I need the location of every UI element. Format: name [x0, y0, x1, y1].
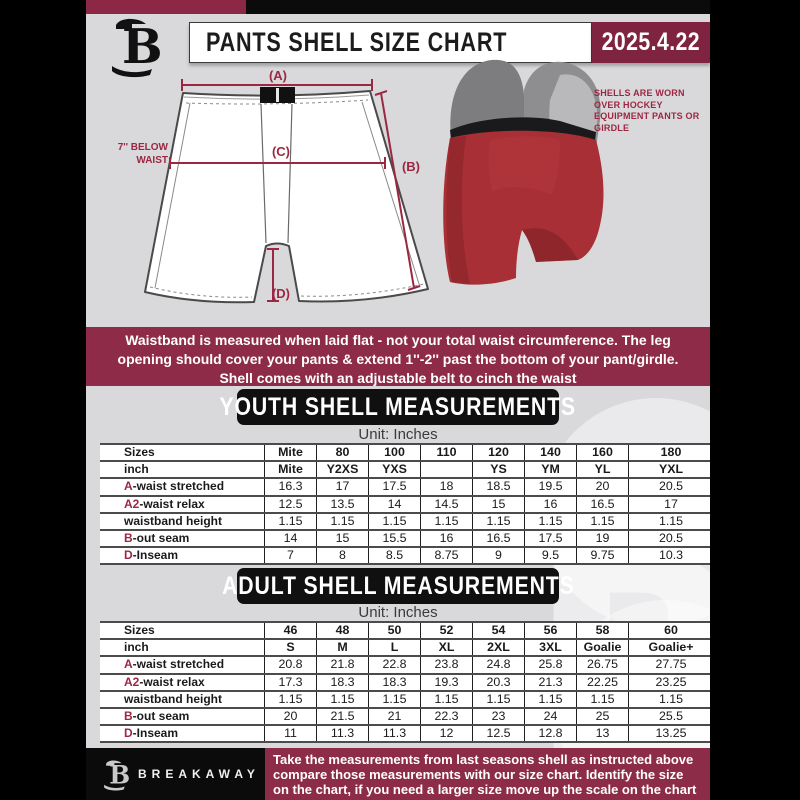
size-cell: 1.15 [473, 691, 525, 708]
size-cell: 1.15 [369, 513, 421, 530]
size-cell: 17 [629, 496, 711, 513]
size-cell: 16.5 [473, 530, 525, 547]
size-cell: 3XL [525, 639, 577, 656]
size-cell: 11 [265, 725, 317, 742]
size-cell: M [317, 639, 369, 656]
size-cell: 16.3 [265, 478, 317, 495]
size-cell: 17.3 [265, 674, 317, 691]
size-cell: 9.5 [525, 547, 577, 564]
size-cell: L [369, 639, 421, 656]
size-cell: 56 [525, 622, 577, 639]
size-cell: 21.8 [317, 656, 369, 673]
notice-line: Shell comes with an adjustable belt to cinch the waist [219, 370, 577, 386]
diagram-label-d: (D) [271, 286, 291, 301]
size-cell: 1.15 [317, 691, 369, 708]
size-cell: YXL [629, 461, 711, 478]
size-cell: Goalie+ [629, 639, 711, 656]
size-cell: 1.15 [317, 513, 369, 530]
size-cell: 1.15 [265, 691, 317, 708]
size-cell: 14.5 [421, 496, 473, 513]
size-cell: 8.75 [421, 547, 473, 564]
size-cell: 17.5 [525, 530, 577, 547]
size-cell: 21.3 [525, 674, 577, 691]
top-strip-accent [86, 0, 246, 14]
size-cell: 120 [473, 444, 525, 461]
size-cell: 12.5 [473, 725, 525, 742]
size-cell: 2XL [473, 639, 525, 656]
size-cell: 16 [525, 496, 577, 513]
row-label: waistband height [100, 691, 265, 708]
size-cell: 46 [265, 622, 317, 639]
size-cell: 7 [265, 547, 317, 564]
size-cell: Mite [265, 444, 317, 461]
size-cell: 10.3 [629, 547, 711, 564]
size-cell: 1.15 [577, 513, 629, 530]
size-cell: Goalie [577, 639, 629, 656]
size-cell: 15 [317, 530, 369, 547]
size-cell: Mite [265, 461, 317, 478]
size-cell: 18.5 [473, 478, 525, 495]
row-label: waistband height [100, 513, 265, 530]
size-cell: 19.5 [525, 478, 577, 495]
diagram-label-a: (A) [268, 68, 288, 83]
size-cell: 60 [629, 622, 711, 639]
size-cell: 20 [577, 478, 629, 495]
size-cell: YM [525, 461, 577, 478]
size-cell: 25.8 [525, 656, 577, 673]
svg-text:B: B [122, 19, 163, 75]
size-cell: 18 [421, 478, 473, 495]
size-cell: 15.5 [369, 530, 421, 547]
size-cell: 1.15 [421, 691, 473, 708]
brand-name: BREAKAWAY [138, 767, 260, 781]
size-cell: 25.5 [629, 708, 711, 725]
size-cell: 160 [577, 444, 629, 461]
size-cell: 20.5 [629, 478, 711, 495]
size-cell: 21 [369, 708, 421, 725]
size-cell: 23.8 [421, 656, 473, 673]
size-cell: 52 [421, 622, 473, 639]
footer-note-panel [265, 748, 710, 800]
size-cell: 58 [577, 622, 629, 639]
row-label: A2-waist relax [100, 674, 265, 691]
size-cell: 16 [421, 530, 473, 547]
size-cell: 25 [577, 708, 629, 725]
adult-unit-label: Unit: Inches [358, 604, 438, 621]
row-label: inch [100, 461, 265, 478]
size-cell: 18.3 [369, 674, 421, 691]
footer-bar [86, 748, 710, 800]
size-cell: 1.15 [473, 513, 525, 530]
row-label: B-out seam [100, 530, 265, 547]
footer-note: Take the measurements from last seasons shell as instructed above compare those measurements with our size chart. Identify the size on the chart, if you need a larger size move up the scale on the chart [273, 752, 697, 797]
row-label: Sizes [100, 444, 265, 461]
diagram-label-b: (B) [401, 159, 421, 174]
size-cell: 24.8 [473, 656, 525, 673]
size-cell: 54 [473, 622, 525, 639]
size-cell: 1.15 [369, 691, 421, 708]
size-cell: 1.15 [525, 691, 577, 708]
size-cell: 1.15 [577, 691, 629, 708]
row-label: A2-waist relax [100, 496, 265, 513]
size-cell: 19.3 [421, 674, 473, 691]
svg-text:B: B [109, 760, 131, 790]
size-cell: 9 [473, 547, 525, 564]
size-cell: 14 [265, 530, 317, 547]
size-cell: 8.5 [369, 547, 421, 564]
below-waist-note: 7'' BELOW WAIST [117, 142, 168, 166]
date-text: 2025.4.22 [601, 28, 701, 56]
shell-worn-note: SHELLS ARE WORN OVER HOCKEY EQUIPMENT PANTS OR GIRDLE [594, 88, 700, 133]
size-cell: 22.8 [369, 656, 421, 673]
size-cell: 23.25 [629, 674, 711, 691]
row-label: D-Inseam [100, 547, 265, 564]
size-cell: 100 [369, 444, 421, 461]
size-cell: 80 [317, 444, 369, 461]
size-cell: 1.15 [629, 513, 711, 530]
adult-section-header [221, 568, 575, 604]
diagram-label-c: (C) [271, 144, 291, 159]
size-cell: YL [577, 461, 629, 478]
size-cell: 23 [473, 708, 525, 725]
size-cell: 14 [369, 496, 421, 513]
size-cell: S [265, 639, 317, 656]
size-cell: 22.25 [577, 674, 629, 691]
size-cell: 22.3 [421, 708, 473, 725]
row-label: A-waist stretched [100, 478, 265, 495]
size-cell: 12 [421, 725, 473, 742]
size-cell: 21.5 [317, 708, 369, 725]
size-cell: 26.75 [577, 656, 629, 673]
size-cell: Y2XS [317, 461, 369, 478]
size-cell: 27.75 [629, 656, 711, 673]
size-cell: 20.3 [473, 674, 525, 691]
size-cell: 13 [577, 725, 629, 742]
youth-section-header [219, 389, 577, 425]
size-cell: 16.5 [577, 496, 629, 513]
notice-line: opening should cover your pants & extend 1''-2'' past the bottom of your pant/girdle. [117, 351, 679, 367]
size-cell: 50 [369, 622, 421, 639]
size-cell: 1.15 [525, 513, 577, 530]
size-cell: 20.5 [629, 530, 711, 547]
notice-banner [86, 327, 710, 386]
size-cell: YXS [369, 461, 421, 478]
adult-size-table [100, 621, 694, 743]
size-cell: 20.8 [265, 656, 317, 673]
size-cell: 1.15 [421, 513, 473, 530]
size-cell: 15 [473, 496, 525, 513]
size-cell: 1.15 [265, 513, 317, 530]
size-cell: 17 [317, 478, 369, 495]
size-cell: 13.25 [629, 725, 711, 742]
adult-section-title: ADULT SHELL MEASUREMENTS [221, 571, 575, 600]
row-label: D-Inseam [100, 725, 265, 742]
page-title: PANTS SHELL SIZE CHART [206, 27, 508, 57]
size-cell: 13.5 [317, 496, 369, 513]
size-cell: 11.3 [369, 725, 421, 742]
size-cell: 24 [525, 708, 577, 725]
row-label: A-waist stretched [100, 656, 265, 673]
size-cell: 1.15 [629, 691, 711, 708]
size-cell: 19 [577, 530, 629, 547]
size-cell: 12.5 [265, 496, 317, 513]
size-cell [421, 461, 473, 478]
row-label: Sizes [100, 622, 265, 639]
size-cell: 11.3 [317, 725, 369, 742]
size-cell: 18.3 [317, 674, 369, 691]
size-cell: XL [421, 639, 473, 656]
youth-unit-label: Unit: Inches [358, 426, 438, 443]
page-sheet [86, 0, 710, 800]
size-cell: 17.5 [369, 478, 421, 495]
shell-measurement-diagram [106, 62, 466, 324]
hockey-pants-photo [441, 55, 611, 295]
size-cell: 110 [421, 444, 473, 461]
top-strip [86, 0, 710, 14]
size-cell: 9.75 [577, 547, 629, 564]
notice-line: Waistband is measured when laid flat - not your total waist circumference. The leg [125, 332, 671, 348]
size-cell: YS [473, 461, 525, 478]
size-cell: 140 [525, 444, 577, 461]
youth-size-table [100, 443, 685, 565]
size-cell: 180 [629, 444, 711, 461]
youth-section-title: YOUTH SHELL MEASUREMENTS [219, 392, 577, 421]
row-label: B-out seam [100, 708, 265, 725]
size-cell: 12.8 [525, 725, 577, 742]
size-cell: 8 [317, 547, 369, 564]
row-label: inch [100, 639, 265, 656]
size-cell: 20 [265, 708, 317, 725]
breakaway-footer-logo-icon [102, 759, 134, 791]
size-cell: 48 [317, 622, 369, 639]
